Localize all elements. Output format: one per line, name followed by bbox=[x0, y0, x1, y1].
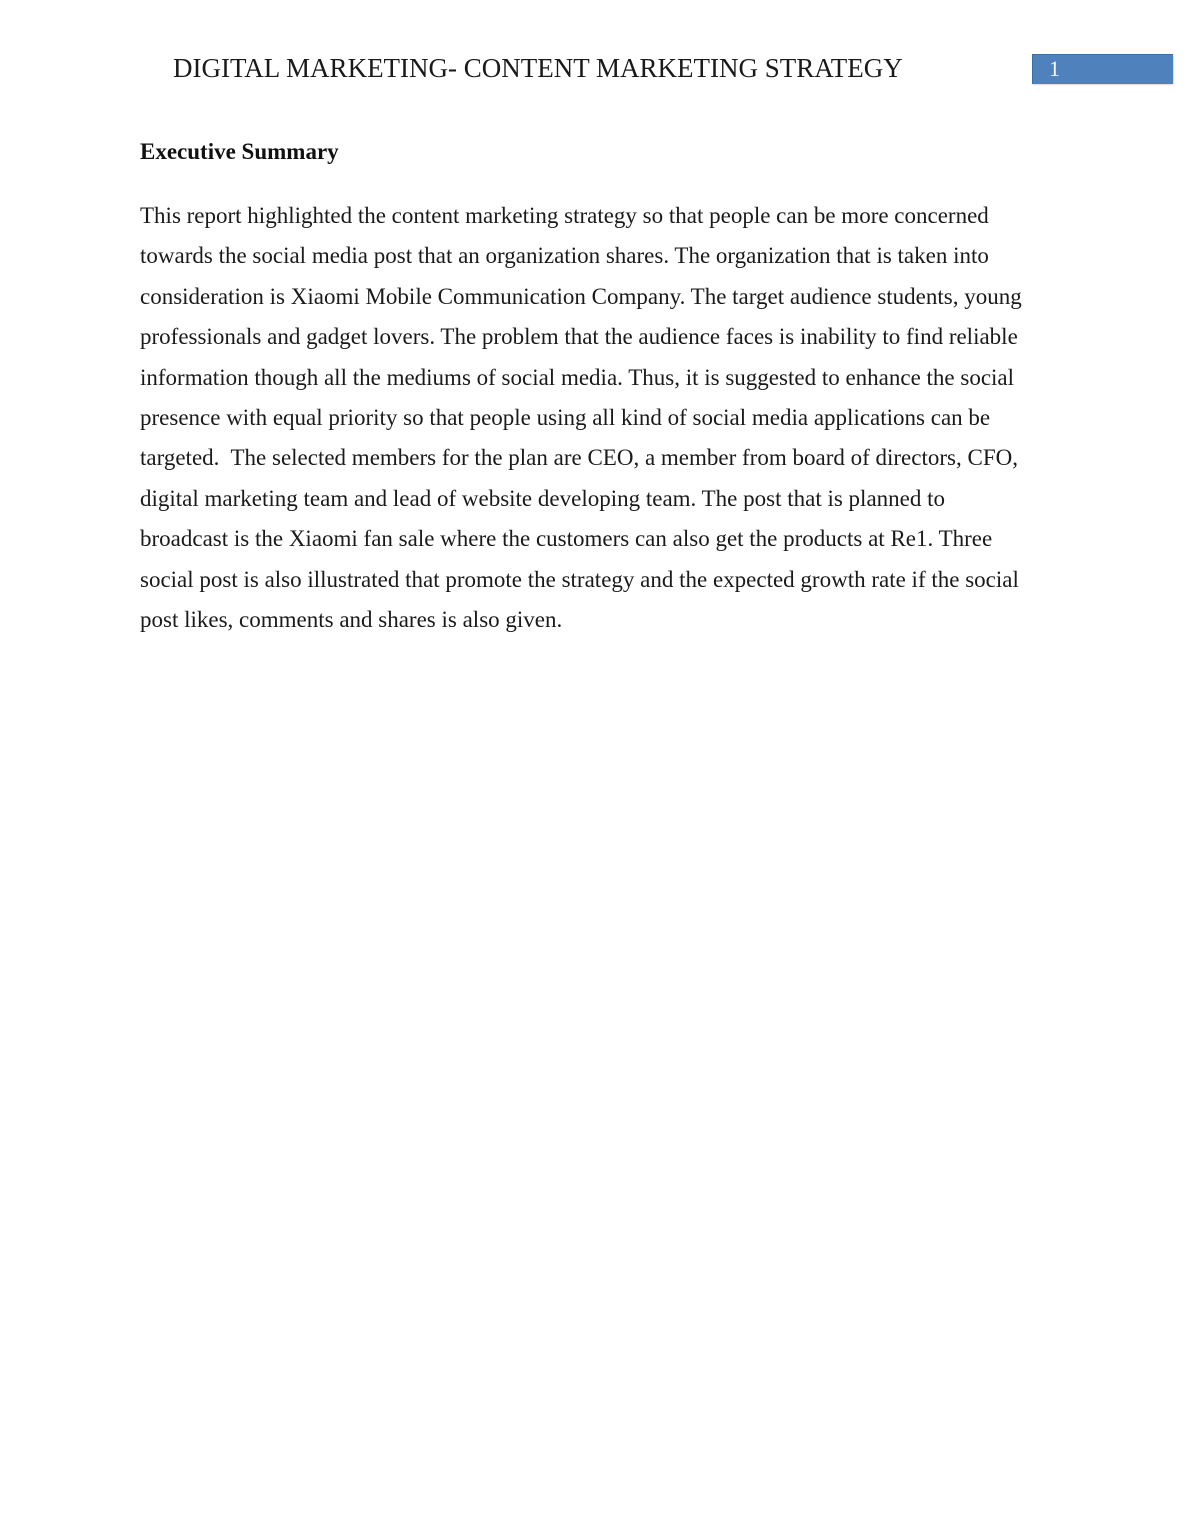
paragraph-line: post likes, comments and shares is also given. bbox=[140, 607, 563, 633]
paragraph-line: digital marketing team and lead of website developing team. The post that is planned to bbox=[140, 485, 945, 511]
section-heading: Executive Summary bbox=[140, 139, 339, 164]
paragraph-line: presence with equal priority so that people using all kind of social media applications can be bbox=[140, 405, 991, 431]
paragraph-line: towards the social media post that an organization shares. The organization that is taken into bbox=[140, 243, 989, 269]
executive-summary-paragraph bbox=[140, 196, 1055, 640]
paragraph-line: information though all the mediums of social media. Thus, it is suggested to enhance the social bbox=[140, 364, 1015, 390]
paragraph-line: This report highlighted the content marketing strategy so that people can be more concerned bbox=[140, 203, 989, 228]
running-head: DIGITAL MARKETING- CONTENT MARKETING STRATEGY bbox=[173, 53, 903, 83]
paragraph-line: social post is also illustrated that promote the strategy and the expected growth rate if the social bbox=[140, 566, 1019, 592]
page-number-box bbox=[1032, 54, 1173, 84]
paragraph-line: targeted. The selected members for the plan are CEO, a member from board of directors, CFO, bbox=[140, 445, 1018, 471]
paragraph-line: professionals and gadget lovers. The problem that the audience faces is inability to find reliable bbox=[140, 324, 1018, 350]
paragraph-line: broadcast is the Xiaomi fan sale where the customers can also get the products at Re1. Three bbox=[140, 526, 993, 552]
page-number: 1 bbox=[1049, 56, 1060, 81]
paragraph-line: consideration is Xiaomi Mobile Communication Company. The target audience students, young bbox=[140, 283, 1022, 309]
